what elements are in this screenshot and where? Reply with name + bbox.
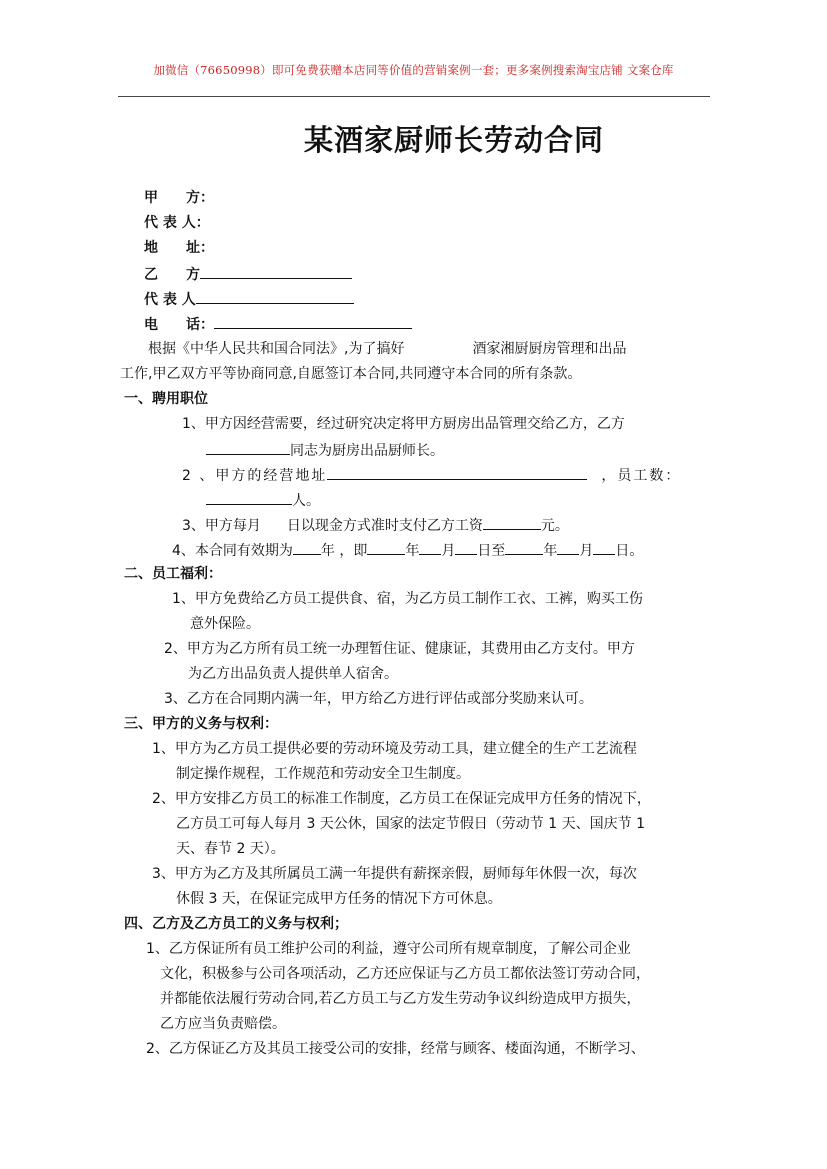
- s1-item3-text-a: 3、甲方每月: [182, 518, 261, 534]
- s1-item3-text-c: 元。: [540, 518, 569, 534]
- party-a-rep-label: 代 表 人：: [144, 215, 210, 231]
- s3-item2-line1: 2、甲方安排乙方员工的标准工作制度，乙方员工在保证完成甲方任务的情况下，: [152, 791, 651, 807]
- header-divider: [118, 96, 710, 97]
- party-b-blank[interactable]: [200, 263, 352, 279]
- s4-item1-line2: 文化，积极参与公司各项活动，乙方还应保证与乙方员工都依法签订劳动合同，: [160, 966, 650, 982]
- s1-item4-text-a: 4、本合同有效期为: [172, 543, 293, 559]
- s2-item1-line2: 意外保险。: [190, 616, 260, 632]
- document-title: 某酒家厨师长劳动合同: [303, 123, 604, 157]
- phone-blank[interactable]: [214, 313, 412, 329]
- s2-item3: 3、乙方在合同期内满一年，甲方给乙方进行评估或部分奖励来认可。: [164, 691, 593, 707]
- s1-item4-text-e: 日至: [477, 543, 506, 559]
- s1-item1-line2: [206, 439, 444, 461]
- start-month-blank[interactable]: [419, 539, 441, 555]
- s2-item1-line1: 1、甲方免费给乙方员工提供食、宿，为乙方员工制作工衣、工裤，购买工伤: [172, 591, 643, 607]
- intro-line-1: [148, 339, 626, 359]
- s1-item2-line2: [206, 489, 320, 511]
- s2-item2-line2: 为乙方出品负责人提供单人宿舍。: [188, 666, 398, 682]
- party-b-line: [144, 263, 352, 285]
- s1-item4-text-d: 月: [441, 543, 456, 559]
- start-year-blank[interactable]: [367, 539, 405, 555]
- intro-text-b: 酒家湘厨厨房管理和出品: [472, 341, 627, 357]
- salary-blank[interactable]: [483, 514, 541, 530]
- s1-item1-line1: 1、甲方因经营需要，经过研究决定将甲方厨房出品管理交给乙方，乙方: [182, 416, 625, 432]
- party-b-rep-label: 代 表 人: [144, 292, 196, 308]
- party-b-rep-blank[interactable]: [196, 288, 354, 304]
- s1-item2-text-c: 人。: [292, 493, 320, 509]
- s3-item2-line3: 天、春节 2 天）。: [176, 841, 285, 857]
- s4-item1-line4: 乙方应当负责赔偿。: [160, 1016, 286, 1032]
- s1-item2-text-b: ，员工数：: [601, 468, 682, 484]
- party-b-label: 乙 方: [144, 267, 200, 283]
- intro-line-2: 工作,甲乙双方平等协商同意,自愿签订本合同,共同遵守本合同的所有条款。: [120, 366, 582, 382]
- s1-item2-text-a: 2 、甲方的经营地址: [182, 468, 328, 484]
- phone-label: 电 话：: [144, 317, 214, 333]
- party-a-line: [144, 188, 214, 208]
- s4-item1-line1: 1、乙方保证所有员工维护公司的利益，遵守公司所有规章制度，了解公司企业: [146, 941, 631, 957]
- s1-item4: [172, 539, 643, 561]
- s1-item1-text: 同志为厨房出品厨师长。: [290, 443, 444, 459]
- s1-item4-text-c: 年: [405, 543, 420, 559]
- end-day-blank[interactable]: [593, 539, 615, 555]
- party-a-address-line: [144, 238, 214, 258]
- section-2-heading: 二、员工福利：: [124, 566, 222, 582]
- s4-item1-line3: 并都能依法履行劳动合同,若乙方员工与乙方发生劳动争议纠纷造成甲方损失，: [160, 991, 641, 1007]
- section-3-heading: 三、甲方的义务与权利：: [124, 716, 278, 732]
- intro-text-a: 根据《中华人民共和国合同法》,为了搞好: [148, 341, 405, 357]
- s3-item2-line2: 乙方员工可每人每月 3 天公休，国家的法定节假日（劳动节 1 天、国庆节 1: [176, 816, 645, 832]
- s1-item3: [182, 514, 569, 536]
- s3-item3-line1: 3、甲方为乙方及其所属员工满一年提供有薪探亲假，厨师每年休假一次，每次: [152, 866, 637, 882]
- chef-name-blank[interactable]: [206, 439, 290, 455]
- s3-item1-line2: 制定操作规程，工作规范和劳动安全卫生制度。: [176, 766, 470, 782]
- staff-count-blank[interactable]: [206, 489, 292, 505]
- s1-item2-line1: [182, 464, 681, 486]
- phone-line: [144, 313, 412, 335]
- start-day-blank[interactable]: [455, 539, 477, 555]
- end-month-blank[interactable]: [557, 539, 579, 555]
- s1-item4-text-b: 年 ，即: [320, 543, 368, 559]
- s1-item4-text-f: 年: [543, 543, 558, 559]
- s1-item3-text-b: 日以现金方式准时支付乙方工资: [286, 518, 483, 534]
- end-year-blank[interactable]: [505, 539, 543, 555]
- section-1-heading: 一、聘用职位: [124, 391, 208, 407]
- party-b-rep-line: [144, 288, 354, 310]
- party-a-address-label: 地 址：: [144, 240, 214, 256]
- s4-item2-line1: 2、乙方保证乙方及其员工接受公司的安排，经常与顾客、楼面沟通，不断学习、: [146, 1041, 645, 1057]
- s1-item4-text-g: 月: [579, 543, 594, 559]
- party-a-label: 甲 方：: [144, 190, 214, 206]
- term-years-blank[interactable]: [293, 539, 321, 555]
- section-4-heading: 四、乙方及乙方员工的义务与权利；: [124, 916, 348, 932]
- s3-item1-line1: 1、甲方为乙方员工提供必要的劳动环境及劳动工具，建立健全的生产工艺流程: [152, 741, 637, 757]
- party-a-rep-line: [144, 213, 210, 233]
- header-promo-note: 加微信（76650998）即可免费获赠本店同等价值的营销案例一套；更多案例搜索淘宝店铺 文案仓库: [153, 63, 674, 77]
- s1-item4-text-h: 日。: [615, 543, 644, 559]
- address-blank[interactable]: [327, 464, 587, 480]
- s2-item2-line1: 2、甲方为乙方所有员工统一办理暂住证、健康证，其费用由乙方支付。甲方: [164, 641, 635, 657]
- s3-item3-line2: 休假 3 天，在保证完成甲方任务的情况下方可休息。: [176, 891, 502, 907]
